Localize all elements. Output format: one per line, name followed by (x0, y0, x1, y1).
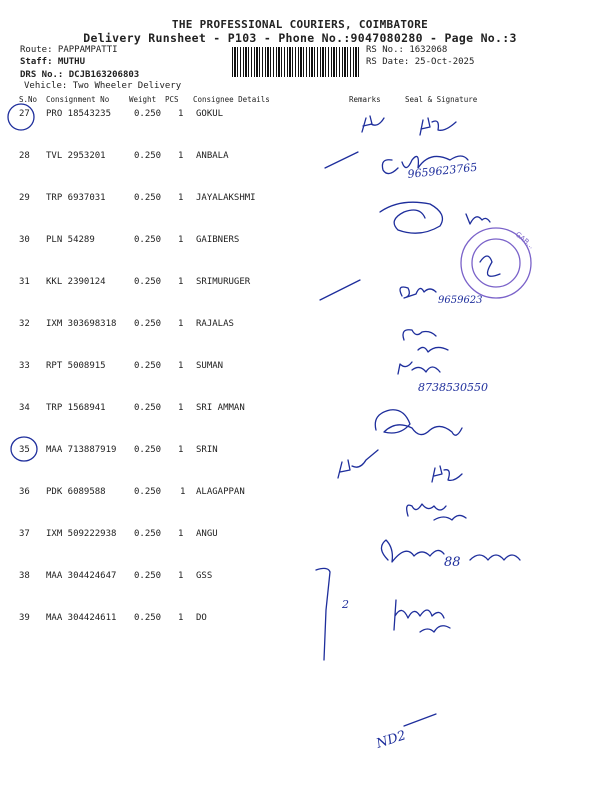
row-pcs: 1 (178, 529, 184, 539)
row-pcs: 1 (178, 109, 184, 119)
row-consignment: MAA 304424611 (46, 613, 117, 623)
handwritten-phone: 9659623 (438, 295, 483, 306)
stamp-inner-ring (472, 239, 520, 287)
row-weight: 0.250 (134, 445, 162, 455)
row-sno: 39 (19, 613, 30, 623)
handwritten-phone: 8738530550 (418, 381, 488, 394)
signature-mark (480, 256, 500, 276)
col-consignment: Consignment No (46, 95, 110, 104)
row-consignee: DO (196, 613, 207, 623)
signature-mark (466, 214, 490, 224)
row-weight: 0.250 (134, 109, 162, 119)
stamp-outer-ring (461, 228, 531, 298)
signature-mark (420, 118, 456, 135)
signature-mark (403, 330, 448, 352)
row-weight: 0.250 (134, 193, 162, 203)
row-consignment: KKL 2390124 (46, 277, 106, 287)
stamp-text: GAB... (513, 230, 536, 251)
staff-label: Staff: MUTHU (20, 57, 86, 67)
row-consignee: SRIN (196, 445, 218, 455)
barcode (232, 47, 360, 77)
signature-mark (382, 156, 468, 174)
drs-number: DRS No.: DCJB163206803 (20, 70, 140, 80)
row-sno: 31 (19, 277, 30, 287)
row-consignee: ANGU (196, 529, 218, 539)
row-consignment: TRP 1568941 (46, 403, 106, 413)
col-sno: S.No (19, 95, 38, 104)
row-weight: 0.250 (134, 613, 162, 623)
row-pcs: 1 (180, 487, 186, 497)
row-pcs: 1 (178, 613, 184, 623)
signature-mark (380, 202, 442, 233)
col-seal-signature: Seal & Signature (405, 95, 478, 104)
row-sno: 38 (19, 571, 30, 581)
row-weight: 0.250 (134, 319, 162, 329)
row-pcs: 1 (178, 403, 184, 413)
row-weight: 0.250 (134, 235, 162, 245)
row-sno: 28 (19, 151, 30, 161)
row-sno: 35 (19, 445, 30, 455)
signature-mark (398, 362, 440, 374)
col-remarks: Remarks (349, 95, 381, 104)
signature-mark (381, 540, 444, 562)
row-consignment: IXM 509222938 (46, 529, 117, 539)
handwritten-number: 88 (444, 555, 461, 570)
row-sno: 33 (19, 361, 30, 371)
rs-number: RS No.: 1632068 (366, 45, 448, 55)
row-sno: 32 (19, 319, 30, 329)
row-pcs: 1 (178, 193, 184, 203)
row-sno: 37 (19, 529, 30, 539)
handwritten-phone: 9659623765 (406, 160, 478, 181)
row-pcs: 1 (178, 277, 184, 287)
company-title: THE PROFESSIONAL COURIERS, COIMBATORE (171, 18, 429, 31)
row-sno: 29 (19, 193, 30, 203)
seal-stamp (461, 228, 535, 298)
row-consignment: RPT 5008915 (46, 361, 106, 371)
row-weight: 0.250 (134, 151, 162, 161)
signature-mark (394, 600, 444, 630)
signature-mark (325, 152, 358, 168)
col-consignee: Consignee Details (193, 95, 270, 104)
row-pcs: 1 (178, 151, 184, 161)
row-consignee: ALAGAPPAN (196, 487, 245, 497)
signature-mark (470, 555, 520, 560)
row-pcs: 1 (178, 445, 184, 455)
row-pcs: 1 (178, 361, 184, 371)
row-sno: 30 (19, 235, 30, 245)
row-weight: 0.250 (134, 529, 162, 539)
row-consignee: SUMAN (196, 361, 224, 371)
row-weight: 0.250 (134, 277, 162, 287)
row-consignee: GAIBNERS (196, 235, 240, 245)
row-consignee: GOKUL (196, 109, 224, 119)
row-sno: 34 (19, 403, 30, 413)
signature-mark (375, 410, 462, 435)
col-weight: Weight (129, 95, 157, 104)
row-consignee: SRI AMMAN (196, 403, 245, 413)
row-consignment: MAA 713887919 (46, 445, 117, 455)
row-pcs: 1 (178, 319, 184, 329)
signature-mark (407, 504, 466, 520)
row-consignment: IXM 303698318 (46, 319, 117, 329)
row-consignee: RAJALAS (196, 319, 234, 329)
row-consignment: TRP 6937031 (46, 193, 106, 203)
row-consignment: PRO 18543235 (46, 109, 112, 119)
handwritten-mark: 2 (342, 598, 349, 611)
row-pcs: 1 (178, 235, 184, 245)
signature-mark (362, 116, 384, 132)
row-consignee: ANBALA (196, 151, 229, 161)
row-weight: 0.250 (134, 571, 162, 581)
row-consignee: GSS (196, 571, 213, 581)
row-consignee: JAYALAKSHMI (196, 193, 256, 203)
route-label: Route: PAPPAMPATTI (20, 45, 118, 55)
runsheet-subtitle: Delivery Runsheet - P103 - Phone No.:9047080280 - Page No.:3 (83, 31, 517, 45)
row-pcs: 1 (178, 571, 184, 581)
signature-mark (400, 287, 436, 298)
row-consignment: PDK 6089588 (46, 487, 106, 497)
handwritten-note: ND2 (374, 728, 408, 752)
row-consignee: SRIMURUGER (196, 277, 251, 287)
row-consignment: TVL 2953201 (46, 151, 106, 161)
signature-mark (338, 450, 378, 478)
row-consignment: MAA 304424647 (46, 571, 117, 581)
signature-mark (420, 626, 450, 632)
vehicle-label: Vehicle: Two Wheeler Delivery (24, 81, 182, 91)
bracket-mark (316, 568, 330, 660)
col-pcs: PCS (165, 95, 179, 104)
rs-date: RS Date: 25-Oct-2025 (366, 57, 475, 67)
signature-mark (432, 466, 462, 482)
signature-mark (404, 714, 436, 726)
row-weight: 0.250 (134, 403, 162, 413)
row-sno: 36 (19, 487, 30, 497)
row-sno: 27 (19, 109, 30, 119)
row-weight: 0.250 (134, 361, 162, 371)
row-weight: 0.250 (134, 487, 162, 497)
row-consignment: PLN 54289 (46, 235, 95, 245)
signature-mark (320, 280, 360, 300)
